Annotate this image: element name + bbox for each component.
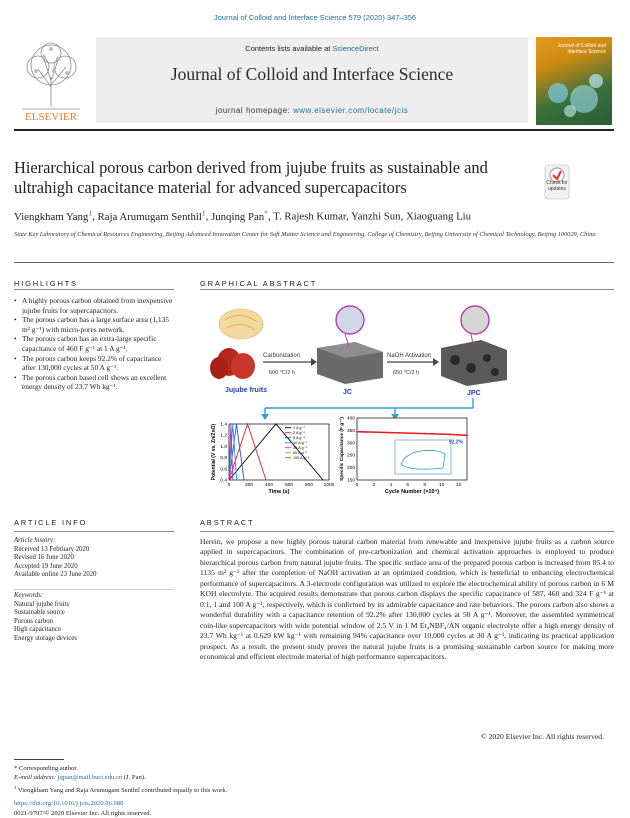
author-name: Viengkham Yang	[14, 210, 89, 223]
label-jujube: Jujube fruits	[225, 387, 268, 394]
arrowhead	[433, 358, 439, 366]
highlights-rule	[14, 289, 174, 290]
abstract-copyright: © 2020 Elsevier Inc. All rights reserved.	[480, 732, 604, 741]
arrowhead	[311, 358, 317, 366]
journal-cover-image	[536, 37, 612, 125]
cycling-x-axis-label: Cycle Number (×10⁴)	[384, 489, 440, 495]
cycling-x-tick-label: 6	[406, 483, 410, 488]
jpc-illustration	[441, 306, 507, 386]
keyword: Natural jujube fruits	[14, 600, 70, 608]
gcd-chart	[211, 422, 335, 496]
article-info-rule	[14, 531, 174, 532]
paper-title: Hierarchical porous carbon derived from jujube fruits as sustainable and ultrahigh capacitance material for advanced supercapacitors	[14, 158, 488, 197]
gcd-x-tick-label: 200	[244, 483, 254, 488]
cycling-point	[466, 434, 468, 436]
cycling-x-tick-label: 10	[438, 483, 445, 488]
cycling-x-tick-label: 4	[389, 483, 393, 488]
cycling-point	[373, 431, 375, 433]
author[interactable]	[406, 211, 471, 223]
cycling-x-tick-label: 8	[423, 483, 427, 488]
cycling-y-tick-label: 250	[346, 453, 355, 459]
highlight-item: • The porous carbon keeps 92.2% of capacitance after 130,000 cycles at 50 A g⁻¹.	[14, 354, 174, 373]
contents-line	[96, 44, 528, 53]
author[interactable]	[351, 211, 401, 223]
history-item: Revised 16 June 2020	[14, 554, 74, 562]
keyword: High capacitance	[14, 626, 61, 634]
cycling-y-tick-label: 350	[346, 428, 355, 434]
gcd-legend-label: 10 A g⁻¹	[293, 441, 307, 445]
cycling-point	[441, 433, 443, 435]
label-jc: JC	[343, 389, 352, 396]
label-step1-cond: 600 °C/2 h	[269, 370, 296, 376]
cycling-point	[458, 434, 460, 436]
highlight-item: • The porous carbon has a large surface area (1,135 m² g⁻¹) with micro-pores network.	[14, 315, 174, 334]
gcd-y-tick-label: 0.6	[220, 467, 227, 473]
gcd-y-tick-label: 1.4	[220, 422, 227, 428]
gcd-y-tick-label: 1.2	[220, 433, 227, 439]
cycling-point	[398, 432, 400, 434]
doi-link[interactable]: https://doi.org/10.1016/j.jcis.2020.06.080	[14, 800, 124, 808]
abstract-heading: ABSTRACT	[200, 518, 255, 527]
connector-lines	[265, 398, 473, 416]
keyword: Energy storage devices	[14, 634, 77, 642]
journal-title: Journal of Colloid and Interface Science	[170, 64, 454, 84]
keywords-label: Keywords:	[14, 591, 44, 599]
author-footnote-mark[interactable]: 1	[201, 208, 206, 217]
crossmark-label[interactable]	[534, 180, 580, 192]
history-item: Accepted 19 June 2020	[14, 562, 78, 570]
footnote-rule	[14, 759, 64, 760]
article-info-heading: ARTICLE INFO	[14, 518, 88, 527]
cycling-x-tick-label: 12	[455, 483, 462, 488]
crossmark-label-line1: Check for	[546, 180, 568, 186]
crossmark-label-line2: updates	[548, 186, 566, 192]
label-step2: NaOH Activation	[387, 353, 432, 359]
author-name: Xiaoguang Liu	[406, 210, 472, 223]
author-name: Junqing Pan	[211, 210, 265, 223]
issn-copyright: 0021-9797/© 2020 Elsevier Inc. All rights reserved.	[14, 809, 152, 817]
history-item: Received 13 February 2020	[14, 545, 90, 553]
cover-title: Journal of Colloid and Interface Science	[557, 43, 606, 55]
gcd-x-tick-label: 0	[227, 483, 231, 488]
jujube-illustration	[210, 309, 263, 379]
cycling-point	[356, 431, 358, 433]
article-info	[14, 537, 174, 644]
cycling-point	[432, 433, 434, 435]
cycling-point	[381, 431, 383, 433]
keyword: Porous carbon	[14, 617, 54, 625]
gcd-y-tick-label: 0.8	[220, 456, 227, 462]
cycling-point	[407, 432, 409, 434]
publisher-name: ELSEVIER	[25, 111, 77, 123]
cycling-y-tick-label: 150	[346, 478, 355, 484]
gcd-y-tick-label: 0.4	[220, 478, 227, 484]
author[interactable]	[14, 208, 93, 223]
cover-art	[536, 37, 612, 125]
author-footnote-mark[interactable]: 1	[88, 208, 93, 217]
author-name: T. Rajesh Kumar	[273, 210, 346, 223]
highlight-item: • The porous carbon based cell shows an excellent energy density of 23.7 Wh kg⁻¹.	[14, 373, 174, 392]
cycling-y-tick-label: 200	[346, 466, 355, 472]
elsevier-tree-logo	[14, 37, 88, 123]
gcd-x-tick-label: 600	[284, 483, 294, 488]
equal-contribution-mark: 1	[14, 784, 17, 790]
gcd-legend-label: 20 A g⁻¹	[293, 446, 307, 450]
cycling-chart	[339, 416, 468, 496]
graphical-abstract-figure	[205, 298, 605, 498]
cycling-x-tick-label: 0	[355, 483, 359, 488]
history-label: Article history:	[14, 537, 56, 544]
highlights-list	[14, 296, 174, 392]
gcd-plot-area	[229, 424, 329, 480]
highlight-item: • A highly porous carbon obtained from inexpensive jujube fruits for supercapacitors.	[14, 296, 174, 315]
cycling-point	[449, 433, 451, 435]
author[interactable]	[273, 211, 346, 223]
graphical-abstract-rule	[200, 289, 614, 290]
gcd-legend-label: 50 A g⁻¹	[293, 451, 307, 455]
equal-contribution-note: Viengkham Yang and Raja Arumugam Senthil contributed equally to this work.	[17, 787, 228, 794]
highlights-heading: HIGHLIGHTS	[14, 279, 78, 288]
jc-illustration	[317, 306, 383, 384]
highlight-item: • The porous carbon has an extra-large specific capacitance of 460 F g⁻¹ at 1 A g⁻¹.	[14, 334, 174, 353]
journal-reference[interactable]: Journal of Colloid and Interface Science 579 (2020) 347–356	[213, 13, 417, 22]
gcd-legend-label: 100 A g⁻¹	[293, 456, 309, 460]
cycling-y-tick-label: 300	[346, 441, 355, 447]
label-step1: Carbonization	[263, 353, 301, 359]
cycling-point	[390, 432, 392, 434]
author-footnote-mark[interactable]: *	[264, 208, 268, 217]
cycling-point	[424, 433, 426, 435]
title-block-rule	[14, 262, 614, 263]
sciencedirect-link[interactable]: ScienceDirect	[332, 44, 379, 53]
cycling-y-axis-label: Specific Capacitance (F g⁻¹)	[340, 417, 345, 481]
homepage-link[interactable]: www.elsevier.com/locate/jcis	[293, 106, 409, 115]
gcd-y-axis-label: Potential (V vs. Zn/ZnO)	[211, 423, 217, 481]
cycling-x-tick-label: 2	[372, 483, 376, 488]
keywords-divider	[14, 589, 174, 590]
contents-prefix: Contents lists available at	[245, 44, 333, 53]
author-list: Viengkham Yang$^1$, Raja Arumugam Senthil$^1$, Junqing Pan*, T. Rajesh Kumar, Yanzhi Sun, Xiaoguang Liu	[14, 208, 472, 223]
cycling-point	[415, 432, 417, 434]
footnotes	[14, 764, 614, 818]
gcd-legend-label: 1 A g⁻¹	[293, 426, 305, 430]
keyword: Sustainable source	[14, 609, 65, 617]
header-rule	[14, 129, 614, 131]
gcd-x-tick-label: 800	[304, 483, 314, 488]
cycling-y-tick-label: 400	[346, 416, 355, 422]
abstract-rule	[200, 531, 614, 532]
retention-label: 92.2%	[448, 439, 463, 446]
gcd-x-tick-label: 1000	[323, 483, 335, 488]
cycling-point	[365, 431, 367, 433]
author-name: Raja Arumugam Senthil	[97, 210, 202, 223]
abstract-text: Herein, we propose a new highly porous natural carbon material from renewable and inexpensive jujube fruits as a carbon source applied in supercapacitors. The combination of pre-carbonization and chemical activation approaches is employed to produce hierarchical porous carbon from natural jujube fruits. The specific surface area of the prepared porous carbon is increased from 85.4 to 1135 m² g⁻¹ after the completion of NaOH activation at an optimized condition, which is beneficial to enhancing electrochemical performance of supercapacitors. A 3-electrode configuration was utilized to explore the electrochemical ability of porous carbon in 6 M KOH electrolyte. The acquired results demonstrate that porous carbon displays the specific capacitance of 587, 460 and 324 F g⁻¹ at 0.1, 1 and 100 A g⁻¹, respectively, which is confirmed by its admirable capacitance and rate behaviors. The porous carbon also shows a wonderful durability with a capacitance retention of 92.2% after 130,000 cycles at 50 A g⁻¹. Moreover, the assembled symmetrical coin-like supercapacitors with wide potential window of 2.5 V in 1 M Et₄NBF₄/AN organic electrolyte offer a high energy density of 23.7 Wh kg⁻¹ at 0.629 kW kg⁻¹ with remaining 94% capacitance over 10,000 cycles at 30 A g⁻¹, indicating its practical application prospect. As a result, the present study proves the natural jujube fruits is a promising sustainable carbon source for making more economical and efficient electrode material of high performance supercapacitors.	[200, 537, 614, 661]
author[interactable]	[211, 208, 268, 223]
label-jpc: JPC	[467, 390, 481, 397]
gcd-legend-label: 2 A g⁻¹	[293, 431, 305, 435]
journal-homepage	[96, 106, 528, 115]
gcd-y-tick-label: 1.0	[220, 444, 227, 450]
history-item: Available online 23 June 2020	[14, 571, 97, 579]
author[interactable]	[97, 208, 206, 223]
gcd-legend-label: 5 A g⁻¹	[293, 436, 305, 440]
label-step2-cond: 650 °C/2 h	[393, 370, 420, 376]
gcd-x-tick-label: 400	[264, 483, 274, 488]
corresponding-author-note: * Corresponding author.	[14, 765, 78, 772]
email-label: E-mail address:	[14, 774, 58, 782]
affiliation: State Key Laboratory of Chemical Resources Engineering, Beijing Advanced Innovation Center for Soft Matter Science and Engineering, College of Chemistry, Beijing University of Chemical Technology, Beijing 100029, China	[14, 231, 596, 238]
author-name: Yanzhi Sun	[350, 210, 401, 223]
graphical-abstract-heading: GRAPHICAL ABSTRACT	[200, 279, 318, 288]
homepage-prefix: journal homepage:	[215, 106, 294, 115]
email-suffix: (J. Pan).	[122, 774, 146, 782]
gcd-x-axis-label: Time (s)	[268, 489, 290, 495]
email-link[interactable]: jqpan@mail.buct.edu.cn	[57, 774, 123, 782]
